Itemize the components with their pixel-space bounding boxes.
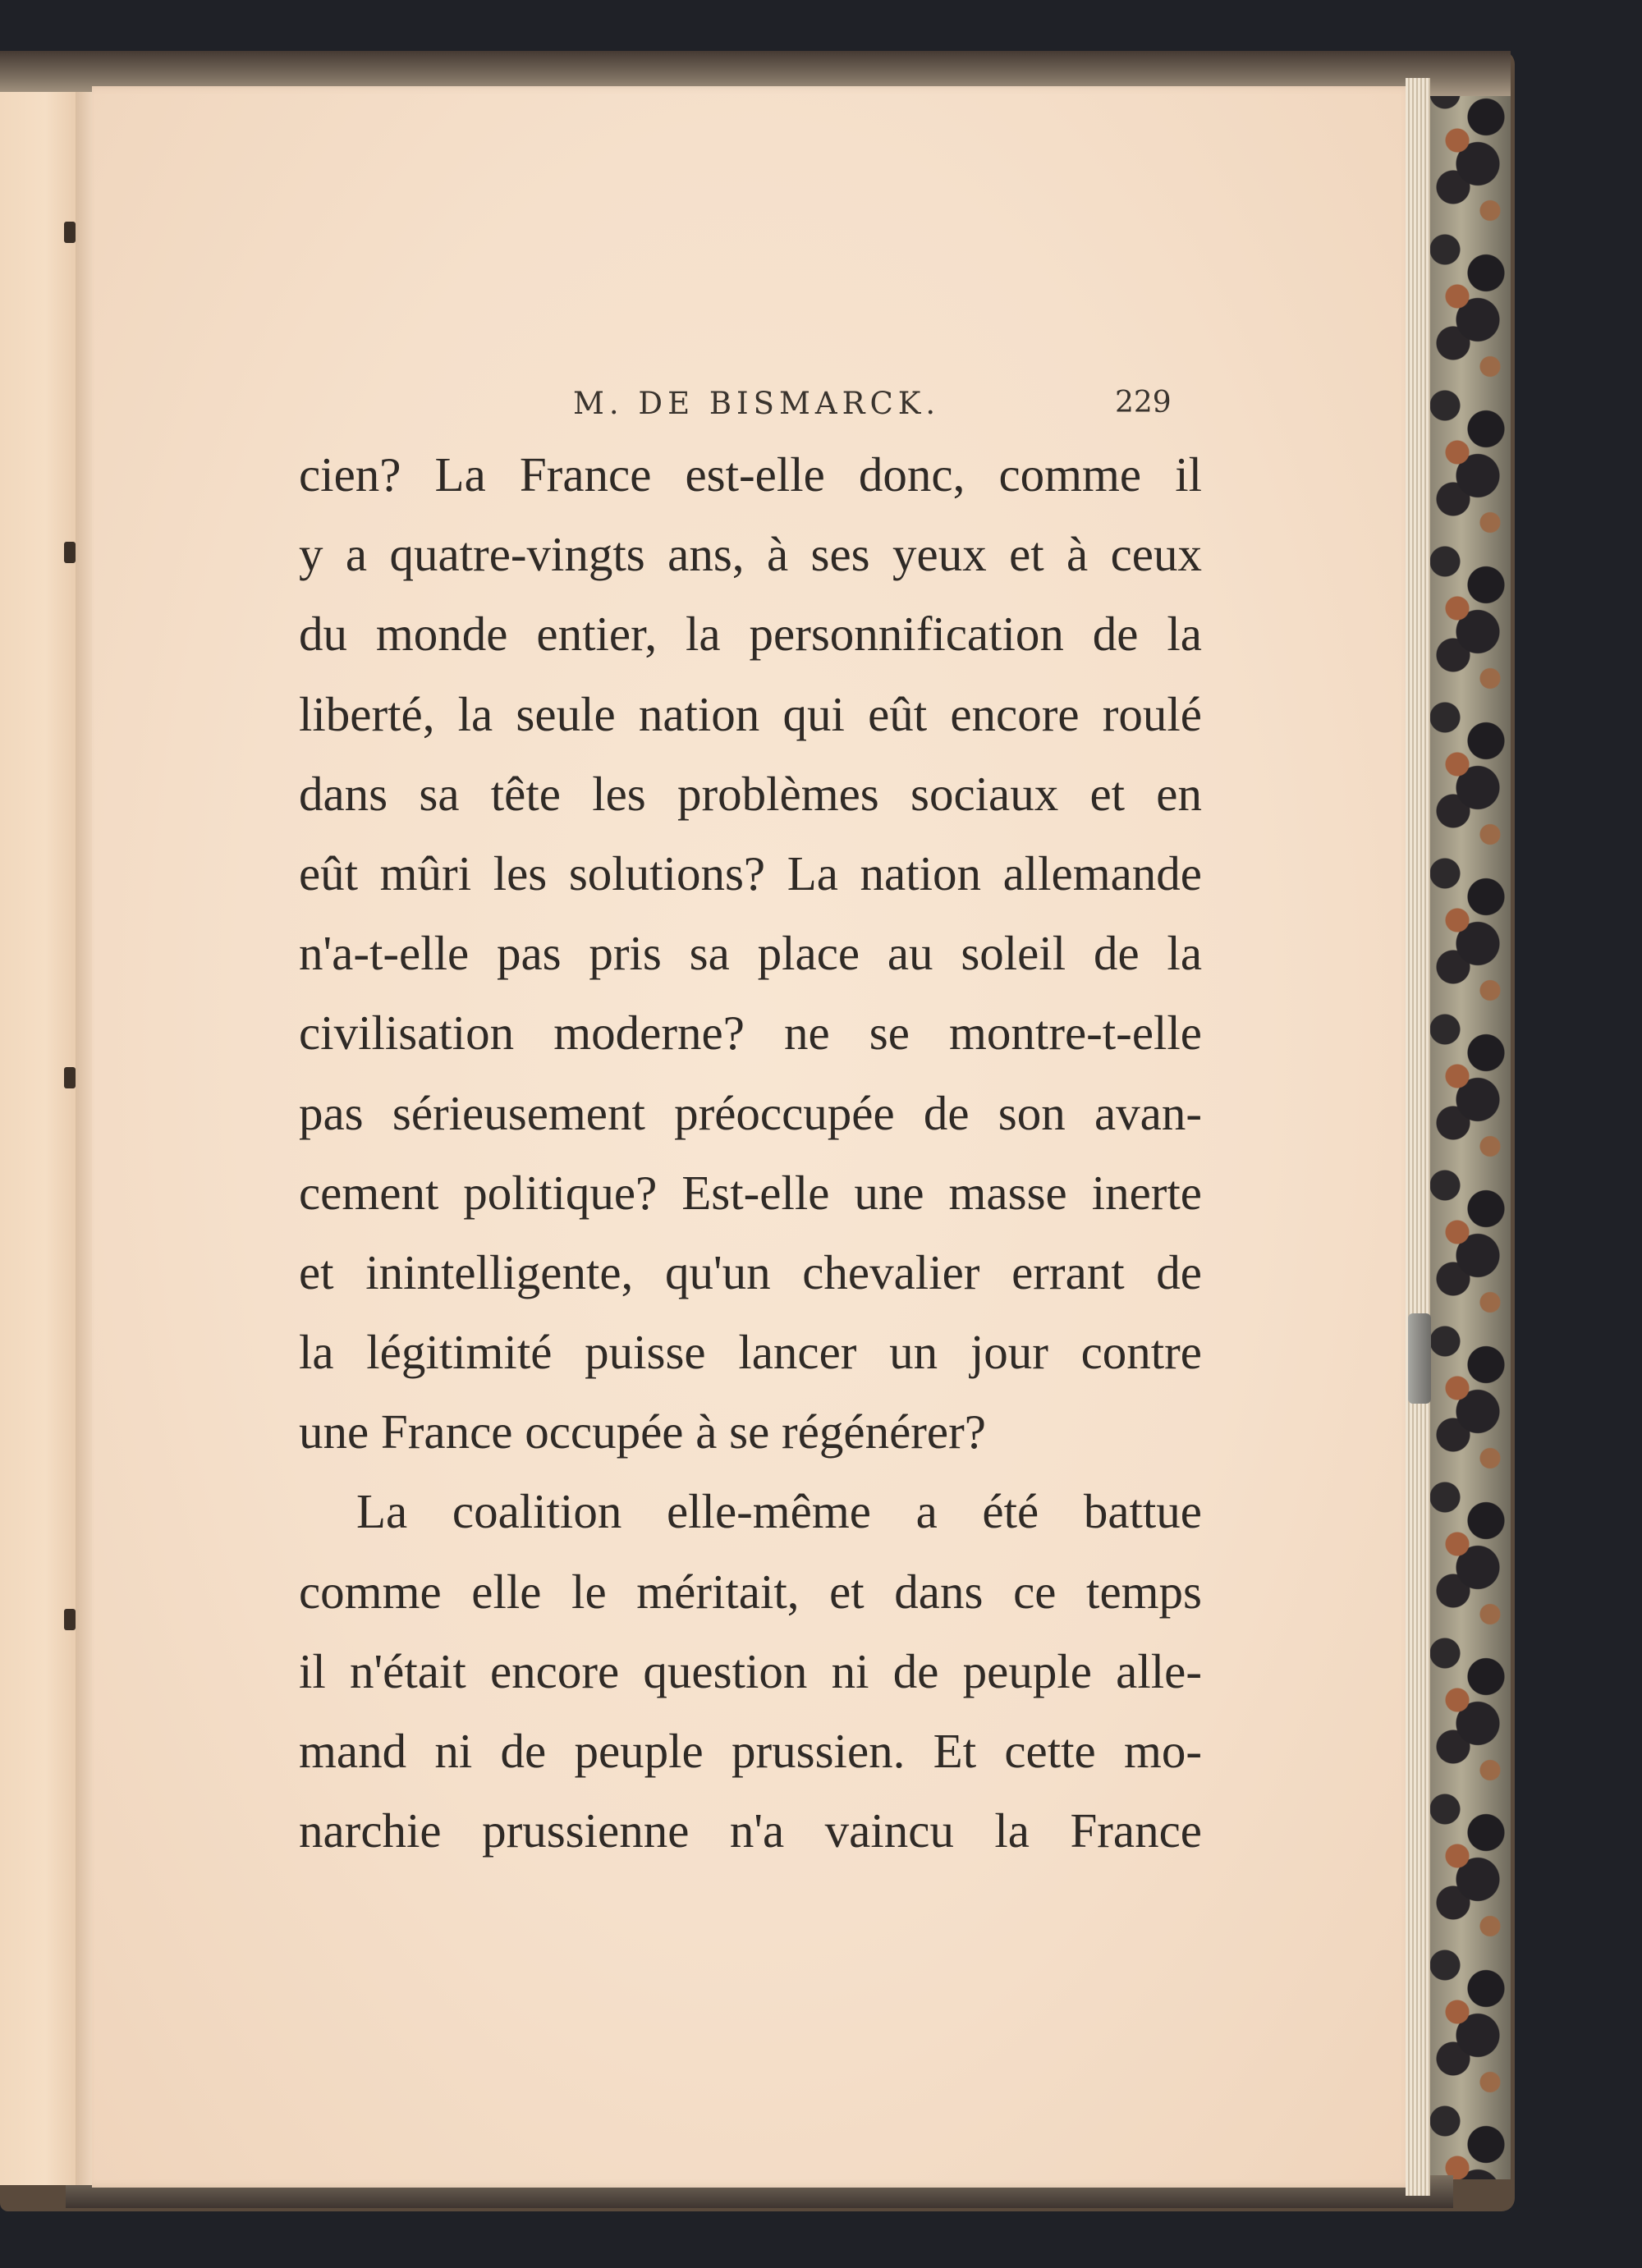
paragraph-start-line: La coalition elle-même a été battue [356, 1484, 1202, 1539]
running-head [296, 386, 1199, 435]
text-line: et inintelligente, qu'un chevalier errant de [299, 1244, 1202, 1299]
paragraph-end-line: une France occupée à se régénérer? [299, 1404, 986, 1459]
left-page-edge [0, 92, 78, 2185]
text-line: du monde entier, la personnification de la [299, 607, 1202, 662]
text-line: pas sérieusement préoccupée de son avan- [299, 1085, 1202, 1140]
text-line: liberté, la seule nation qui eût encore roulé [299, 686, 1202, 741]
marbled-cover-edge [1429, 78, 1511, 2179]
page-stack-edges [1406, 78, 1430, 2196]
binding-thread-mark [64, 222, 76, 243]
running-title: M. DE BISMARCK. [573, 386, 941, 421]
text-line: il n'était encore question ni de peuple alle- [299, 1643, 1202, 1698]
text-line: eût mûri les solutions? La nation allemande [299, 845, 1202, 900]
text-line: dans sa tête les problèmes sociaux et en [299, 766, 1202, 821]
text-line: cien? La France est-elle donc, comme il [299, 447, 1202, 502]
text-line: la légitimité puisse lancer un jour contre [299, 1325, 1202, 1380]
text-line: cement politique? Est-elle une masse inerte [299, 1165, 1202, 1220]
metal-clasp [1408, 1313, 1431, 1404]
text-line: y a quatre-vingts ans, à ses yeux et à ceux [299, 527, 1202, 582]
text-line: n'a-t-elle pas pris sa place au soleil de la [299, 926, 1202, 981]
binding-thread-mark [64, 1067, 76, 1088]
page-number: 229 [1115, 386, 1172, 419]
text-line: narchie prussienne n'a vaincu la France [299, 1803, 1202, 1858]
body-text [299, 435, 1202, 1871]
text-line: comme elle le méritait, et dans ce temps [299, 1564, 1202, 1619]
text-line: mand ni de peuple prussien. Et cette mo- [299, 1724, 1202, 1778]
binding-thread-mark [64, 1609, 76, 1630]
text-line: civilisation moderne? ne se montre-t-elle [299, 1006, 1202, 1061]
binding-thread-mark [64, 542, 76, 563]
page-gutter [76, 92, 94, 2185]
